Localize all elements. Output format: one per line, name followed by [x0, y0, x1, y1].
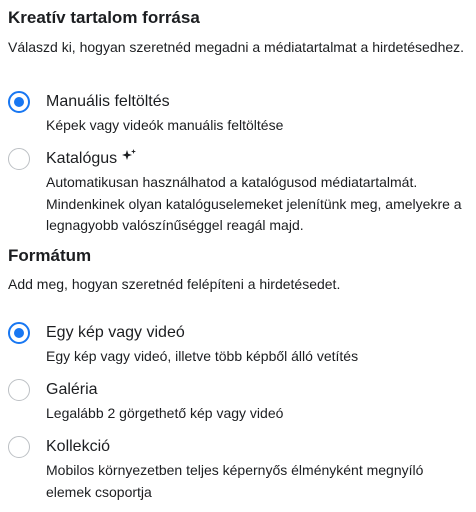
gallery-description: Legalább 2 görgethető kép vagy videó — [46, 405, 284, 421]
gallery-radio[interactable] — [8, 379, 30, 401]
catalog-label-wrap — [46, 148, 137, 171]
single-image-video-description: Egy kép vagy videó, illetve több képből álló vetítés — [46, 348, 359, 364]
sparkle-icon — [121, 148, 137, 171]
manual-upload-description: Képek vagy videók manuális feltöltése — [46, 117, 284, 133]
catalog-description: Automatikusan használhatod a katalógusod médiatartalmát. Mindenkinek olyan katalóguselemeket jelenítünk meg, amelyekre a legnagyobb valószínűséggel reagál majd. — [46, 174, 462, 233]
source-section-title: Kreatív tartalom forrása — [8, 8, 200, 27]
single-image-video-radio[interactable] — [8, 322, 30, 344]
collection-radio[interactable] — [8, 436, 30, 458]
format-section-description: Add meg, hogyan szeretnéd felépíteni a hirdetésedet. — [8, 276, 341, 292]
collection-description: Mobilos környezetben teljes képernyős élményként megnyíló elemek csoportja — [46, 462, 424, 500]
manual-upload-label: Manuális feltöltés — [46, 93, 170, 110]
format-section-title: Formátum — [8, 246, 92, 265]
collection-label: Kollekció — [46, 438, 111, 455]
catalog-radio[interactable] — [8, 148, 30, 170]
manual-upload-radio[interactable] — [8, 91, 30, 113]
gallery-label: Galéria — [46, 381, 98, 398]
catalog-label: Katalógus — [46, 150, 118, 167]
source-section-description: Válaszd ki, hogyan szeretnéd megadni a médiatartalmat a hirdetésedhez. — [8, 39, 465, 55]
single-image-video-label: Egy kép vagy videó — [46, 324, 185, 341]
